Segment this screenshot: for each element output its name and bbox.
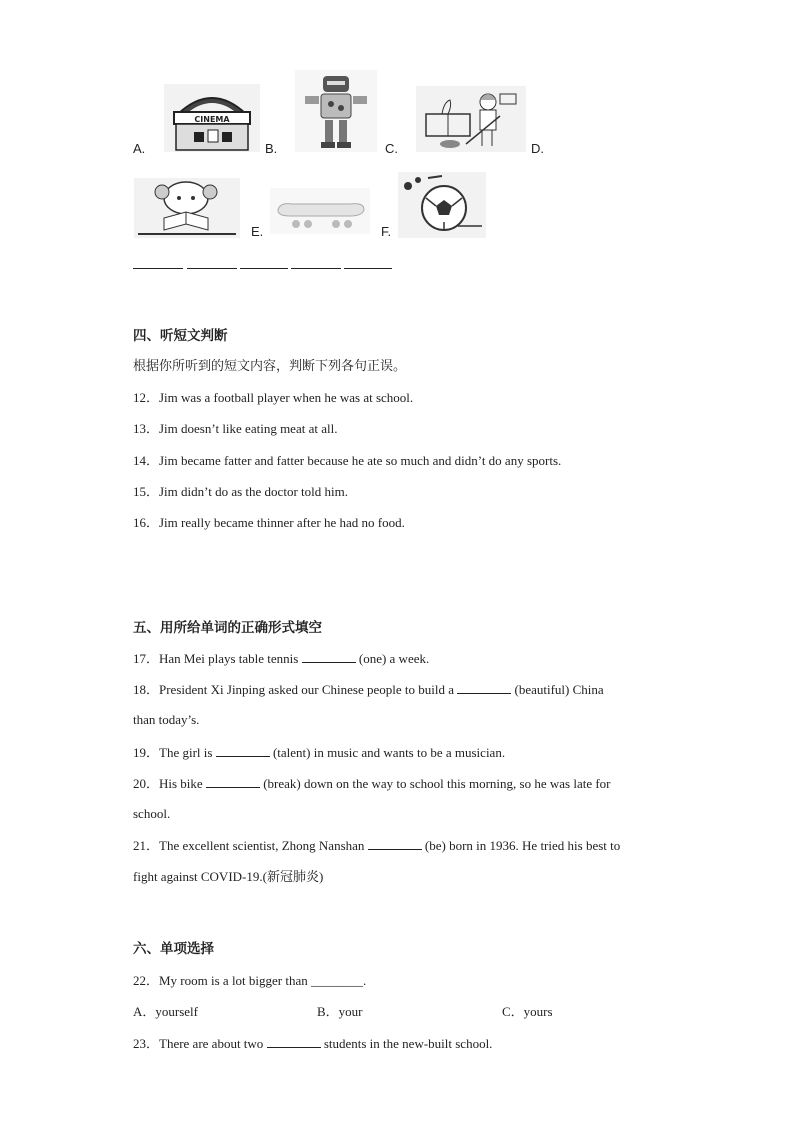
sweeping-picture (416, 86, 526, 152)
question-22-option-a[interactable]: A．yourself (133, 1004, 198, 1019)
question-19-text: 19．The girl is (133, 745, 213, 760)
reading-picture (134, 178, 240, 238)
section-4-instruction: 根据你所听到的短文内容，判断下列各句正误。 (133, 359, 407, 374)
soccer-ball-icon (398, 172, 486, 238)
section-6-title: 六、单项选择 (133, 941, 214, 957)
girl-sweeping-floor-icon (416, 86, 526, 152)
question-22: 22．My room is a lot bigger than ________. (133, 973, 367, 988)
option-label-f: F. (381, 224, 392, 239)
question-20-text: 20．His bike (133, 776, 203, 791)
question-18-continued: than today’s. (133, 712, 200, 727)
option-label-b: B. (265, 141, 278, 156)
option-label-e: E. (251, 224, 264, 239)
question-20-hint: (break) down on the way to school this morning, so he was late for (263, 776, 611, 791)
question-12: 12．Jim was a football player when he was at school. (133, 390, 414, 405)
question-13: 13．Jim doesn’t like eating meat at all. (133, 421, 338, 436)
question-20-continued: school. (133, 806, 171, 821)
question-21-continued: fight against COVID-19.(新冠肺炎) (133, 869, 324, 884)
question-18-text: 18．President Xi Jinping asked our Chinese people to build a (133, 682, 454, 697)
question-17-hint: (one) a week. (358, 651, 430, 666)
question-18 (133, 681, 604, 698)
girl-reading-book-icon (134, 178, 240, 238)
question-15: 15．Jim didn’t do as the doctor told him. (133, 484, 348, 499)
svg-text:CINEMA: CINEMA (194, 115, 230, 124)
question-14: 14．Jim became fatter and fatter because he ate so much and didn’t do any sports. (133, 453, 562, 468)
cinema-picture (164, 84, 260, 152)
question-19-blank[interactable] (216, 744, 270, 757)
section-5-title: 五、用所给单词的正确形式填空 (133, 620, 322, 636)
question-17-blank[interactable] (302, 650, 356, 663)
answer-blank-2[interactable] (187, 268, 237, 269)
question-17 (133, 650, 429, 667)
question-19 (133, 744, 505, 761)
skateboard-picture (270, 188, 370, 234)
question-18-blank[interactable] (457, 681, 511, 694)
question-23-text: 23．There are about two (133, 1036, 264, 1051)
question-17-text: 17．Han Mei plays table tennis (133, 651, 299, 666)
question-23-blank[interactable] (267, 1035, 321, 1048)
option-label-c: C. (385, 141, 398, 156)
soccer-picture (398, 172, 486, 238)
answer-blank-1[interactable] (133, 268, 183, 269)
question-18-hint: (beautiful) China (514, 682, 604, 697)
option-label-a: A. (133, 141, 146, 156)
answer-blank-4[interactable] (291, 268, 341, 269)
section-4-title: 四、听短文判断 (133, 328, 228, 344)
question-16: 16．Jim really became thinner after he had no food. (133, 515, 405, 530)
question-22-option-c[interactable]: C．yours (502, 1004, 553, 1019)
question-21-blank[interactable] (368, 837, 422, 850)
question-19-hint: (talent) in music and wants to be a musician. (272, 745, 506, 760)
question-20 (133, 775, 611, 792)
question-21-text: 21．The excellent scientist, Zhong Nanshan (133, 838, 365, 853)
cinema-building-icon (164, 84, 260, 152)
question-21-hint: (be) born in 1936. He tried his best to (424, 838, 621, 853)
question-22-option-b[interactable]: B．your (317, 1004, 363, 1019)
robot-picture (295, 70, 377, 152)
skateboard-icon (270, 188, 370, 234)
answer-blank-5[interactable] (344, 268, 392, 269)
robot-icon (295, 70, 377, 152)
question-20-blank[interactable] (206, 775, 260, 788)
option-label-d: D. (531, 141, 544, 156)
question-23 (133, 1035, 492, 1052)
question-21 (133, 837, 620, 854)
question-23-tail: students in the new-built school. (323, 1036, 493, 1051)
answer-blank-3[interactable] (240, 268, 288, 269)
